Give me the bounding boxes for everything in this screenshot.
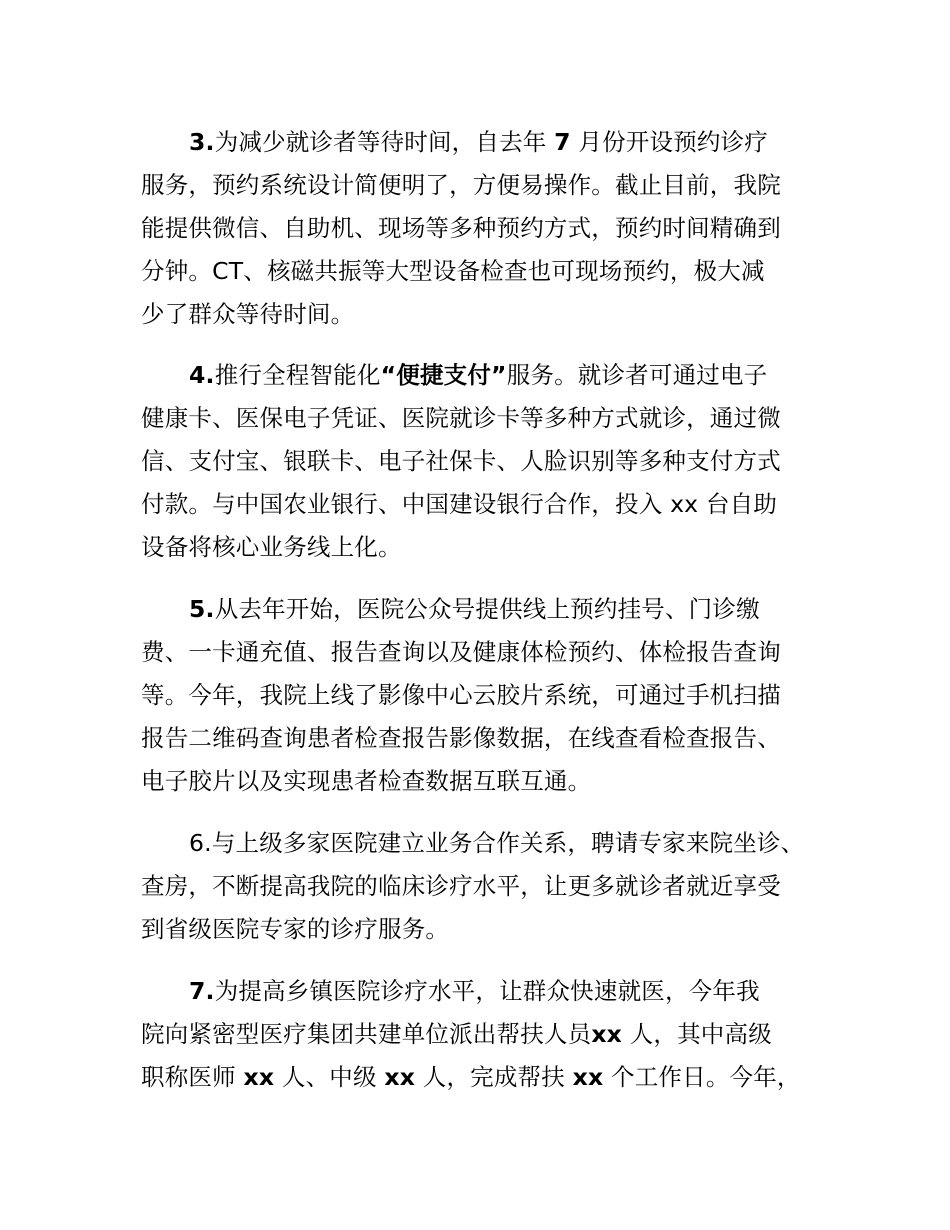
paragraph-5-line-1: 5.从去年开始，医院公众号提供线上预约挂号、门诊缴	[189, 595, 760, 623]
paragraph-3-line-5: 少了群众等待时间。	[141, 300, 355, 328]
paragraph-3-line-4: 分钟。CT、核磁共振等大型设备检查也可现场预约，极大减	[141, 257, 765, 285]
paragraph-7-line-2: 院向紧密型医疗集团共建单位派出帮扶人员xx 人，其中高级	[141, 1020, 772, 1048]
paragraph-5-line-3: 等。今年，我院上线了影像中心云胶片系统，可通过手机扫描	[141, 681, 781, 709]
paragraph-4-line-3: 信、支付宝、银联卡、电子社保卡、人脸识别等多种支付方式	[141, 447, 781, 475]
paragraph-6-line-2: 查房，不断提高我院的临床诊疗水平，让更多就诊者就近享受	[141, 872, 781, 900]
paragraph-number: 6.	[189, 829, 212, 857]
paragraph-6-line-1: 6.与上级多家医院建立业务合作关系，聘请专家来院坐诊、	[189, 829, 805, 857]
paragraph-number: 4.	[189, 361, 215, 389]
paragraph-4-line-4: 付款。与中国农业银行、中国建设银行合作，投入 xx 台自助	[141, 490, 778, 518]
paragraph-6-line-3: 到省级医院专家的诊疗服务。	[141, 915, 450, 943]
paragraph-number: 3.	[189, 128, 215, 156]
paragraph-3-line-1: 3.为减少就诊者等待时间，自去年 7 月份开设预约诊疗	[189, 128, 769, 156]
paragraph-7-line-3: 职称医师 xx 人、中级 xx 人，完成帮扶 xx 个工作日。今年，	[141, 1063, 801, 1091]
paragraph-5-line-2: 费、一卡通充值、报告查询以及健康体检预约、体检报告查询	[141, 638, 781, 666]
paragraph-7-line-1: 7.为提高乡镇医院诊疗水平，让群众快速就医，今年我	[189, 977, 760, 1005]
paragraph-4-line-2: 健康卡、医保电子凭证、医院就诊卡等多种方式就诊，通过微	[141, 404, 781, 432]
paragraph-4-line-1: 4.推行全程智能化“便捷支付”服务。就诊者可通过电子	[189, 361, 768, 389]
paragraph-3-line-2: 服务，预约系统设计简便明了，方便易操作。截止目前，我院	[141, 171, 781, 199]
paragraph-number: 5.	[189, 595, 215, 623]
paragraph-5-line-5: 电子胶片以及实现患者检查数据互联互通。	[141, 767, 592, 795]
paragraph-4-line-5: 设备将核心业务线上化。	[141, 533, 402, 561]
paragraph-number: 7.	[189, 977, 215, 1005]
paragraph-5-line-4: 报告二维码查询患者检查报告影像数据，在线查看检查报告、	[141, 724, 781, 752]
paragraph-3-line-3: 能提供微信、自助机、现场等多种预约方式，预约时间精确到	[141, 214, 781, 242]
